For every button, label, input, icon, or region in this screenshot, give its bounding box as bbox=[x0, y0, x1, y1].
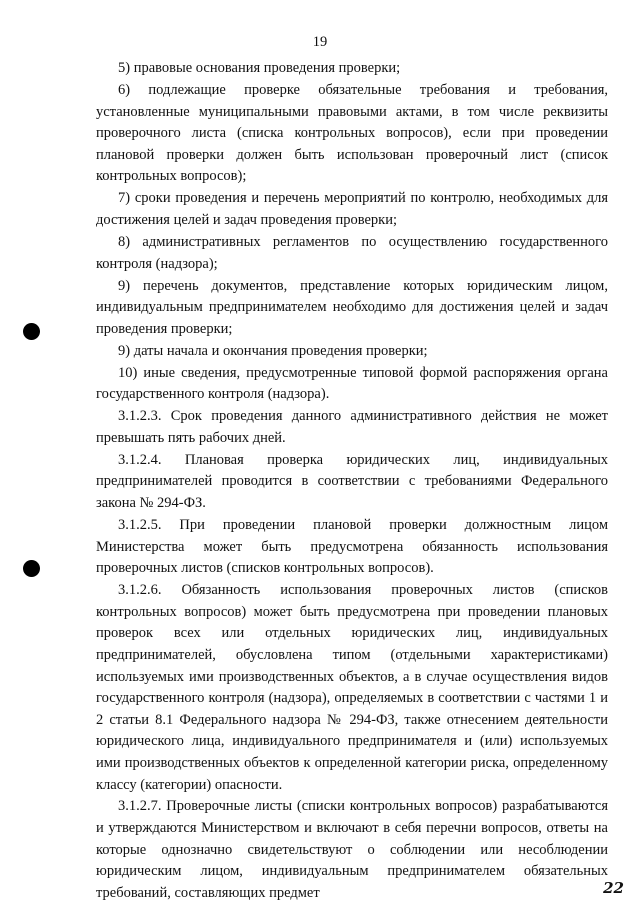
paragraph-3-1-2-6: 3.1.2.6. Обязанность использования проверочных листов (списков контрольных вопросов) может быть предусмотрена при проведении плановых проверок всех или отдельных юридических лиц, индивидуальных предпринимателей, обусловлена типом (отдельными характеристиками) используемых ими производственных объектов, а в случае осуществления видов государственного контроля (надзора), определяемых в соответствии с частями 1 и 2 статьи 8.1 Федерального надзора № 294-ФЗ, также отнесением деятельности юридического лица, индивидуального предпринимателя и (или) используемых ими производственных объектов к определенной категории риска, определенному классу (категории) опасности. bbox=[96, 582, 608, 793]
handwritten-page-mark: 22 bbox=[603, 879, 624, 897]
paragraph-3-1-2-4: 3.1.2.4. Плановая проверка юридических лиц, индивидуальных предпринимателей проводится в соответствии с требованиями Федерального закона № 294-ФЗ. bbox=[96, 451, 608, 511]
paragraph-item-9b: 9) даты начала и окончания проведения проверки; bbox=[118, 342, 428, 359]
paragraph-item-7: 7) сроки проведения и перечень мероприятий по контролю, необходимых для достижения целей и задач проведения проверки; bbox=[96, 190, 608, 228]
paragraph-3-1-2-3: 3.1.2.3. Срок проведения данного административного действия не может превышать пять рабочих дней. bbox=[96, 408, 608, 446]
paragraph-item-6: 6) подлежащие проверке обязательные требования и требования, установленные муниципальными правовыми актами, в том числе реквизиты проверочного листа (списка контрольных вопросов), если при проведении плановой проверки должен быть использован проверочный лист (список контрольных вопросов); bbox=[96, 81, 608, 185]
paragraph-3-1-2-7: 3.1.2.7. Проверочные листы (списки контрольных вопросов) разрабатываются и утверждаются Министерством и включают в себя перечни вопросов, ответы на которые однозначно свидетельствуют о соблюдении или несоблюдении юридическим лицом, индивидуальным предпринимателем обязательных требований, составляющих предмет bbox=[96, 798, 608, 901]
paragraph-item-5: 5) правовые основания проведения проверки; bbox=[118, 60, 401, 76]
page-number: 19 bbox=[312, 34, 328, 50]
punch-hole-bottom bbox=[23, 560, 40, 577]
paragraph-item-8: 8) административных регламентов по осуществлению государственного контроля (надзора); bbox=[96, 233, 608, 272]
paragraph-item-10: 10) иные сведения, предусмотренные типовой формой распоряжения органа государственного контроля (надзора). bbox=[96, 364, 608, 403]
document-body bbox=[96, 58, 608, 904]
paragraph-item-9a: 9) перечень документов, представление которых юридическим лицом, индивидуальным предпринимателем необходимо для достижения целей и задач проведения проверки; bbox=[96, 277, 608, 337]
paragraph-3-1-2-5: 3.1.2.5. При проведении плановой проверки должностным лицом Министерства может быть предусмотрена обязанность использования проверочных листов (списков контрольных вопросов). bbox=[96, 516, 608, 577]
punch-hole-top bbox=[23, 323, 40, 340]
